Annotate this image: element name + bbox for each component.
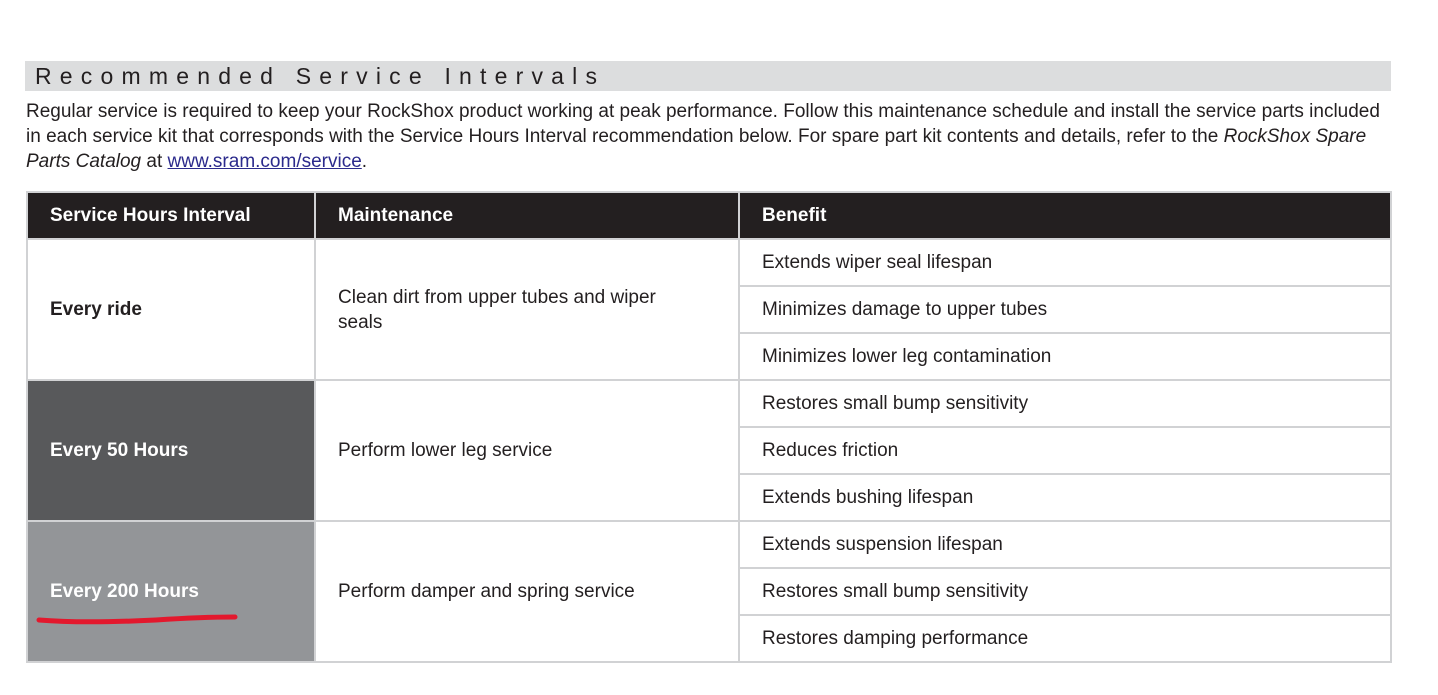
header-service-hours-interval: Service Hours Interval — [27, 192, 315, 239]
section-title: Recommended Service Intervals — [25, 61, 1391, 91]
maintenance-cell: Clean dirt from upper tubes and wiper seals — [315, 239, 739, 380]
benefit-cell: Restores small bump sensitivity — [739, 568, 1391, 615]
table-row — [27, 239, 1391, 286]
benefit-cell: Restores damping performance — [739, 615, 1391, 662]
table-header-row — [27, 192, 1391, 239]
interval-cell: Every ride — [27, 239, 315, 380]
intro-paragraph — [26, 99, 1396, 174]
maintenance-cell: Perform lower leg service — [315, 380, 739, 521]
service-link[interactable]: www.sram.com/service — [167, 151, 362, 172]
benefit-cell: Minimizes damage to upper tubes — [739, 286, 1391, 333]
header-maintenance: Maintenance — [315, 192, 739, 239]
maintenance-cell: Perform damper and spring service — [315, 521, 739, 662]
intro-text: Regular service is required to keep your RockShox product working at peak performance. Follow this maintenance schedule and install the service parts included in each service kit that corresponds with the Service Hours Interval recommendation below. For spare part kit contents and details, refer to the — [26, 101, 1380, 147]
table-row — [27, 380, 1391, 427]
benefit-cell: Minimizes lower leg contamination — [739, 333, 1391, 380]
benefit-cell: Restores small bump sensitivity — [739, 380, 1391, 427]
benefit-cell: Extends bushing lifespan — [739, 474, 1391, 521]
service-interval-table — [26, 191, 1392, 663]
benefit-cell: Extends wiper seal lifespan — [739, 239, 1391, 286]
benefit-cell: Reduces friction — [739, 427, 1391, 474]
table-row — [27, 521, 1391, 568]
intro-text-end: . — [361, 151, 368, 172]
intro-text-between: at — [141, 151, 168, 172]
benefit-cell: Extends suspension lifespan — [739, 521, 1391, 568]
catalog-name: RockShox Spare Parts Catalog — [26, 126, 1367, 172]
header-benefit: Benefit — [739, 192, 1391, 239]
interval-cell: Every 200 Hours — [27, 521, 315, 662]
interval-cell: Every 50 Hours — [27, 380, 315, 521]
